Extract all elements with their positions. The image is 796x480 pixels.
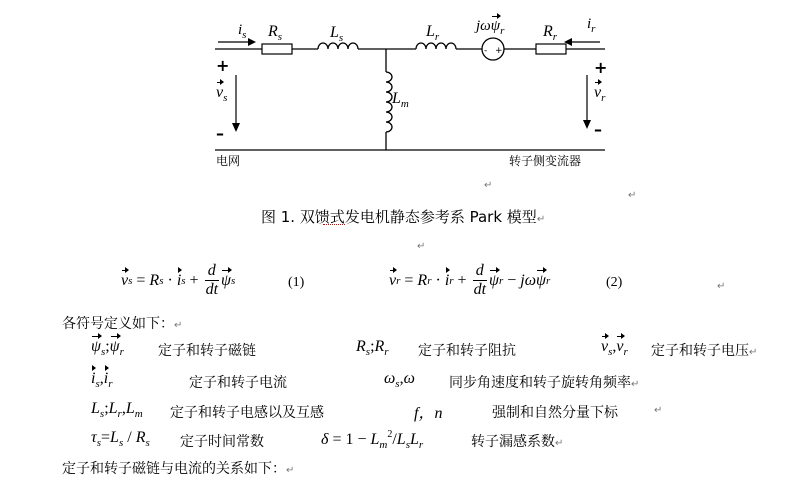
desc-resistance: 定子和转子阻抗: [418, 343, 516, 359]
paragraph-mark: ↵: [484, 180, 493, 191]
resistor-rr: [536, 44, 566, 54]
desc-fn: 强制和自然分量下标: [492, 405, 618, 421]
paragraph-mark: ↵: [417, 241, 426, 252]
desc-voltage: 定子和转子电压↵: [651, 343, 758, 359]
equation-1-number: (1): [288, 275, 305, 290]
desc-inductance: 定子和转子电感以及互感: [170, 405, 324, 421]
desc-delta: 转子漏感系数↵: [471, 434, 564, 450]
label-ls: $L_s$: [330, 24, 344, 44]
definitions-intro: 各符号定义如下：↵: [62, 316, 183, 332]
label-lm: $L_m$: [392, 90, 409, 110]
vr-arrow-head: [583, 120, 591, 129]
symbol-flux: $\psi_s;\psi_r$: [91, 338, 124, 358]
symbol-frequency: $\omega_s,\omega$: [384, 370, 415, 390]
desc-flux: 定子和转子磁链: [158, 343, 256, 359]
plus-right: +: [594, 58, 608, 77]
desc-current: 定子和转子电流: [189, 375, 287, 391]
paragraph-mark: ↵: [717, 281, 726, 292]
label-emf: jωψ$_r$: [476, 18, 505, 37]
source-minus-mark: -: [484, 46, 488, 56]
equation-1: v s = R s · i s + $\frac{d}{dt}$ ψ s: [121, 262, 236, 298]
relation-intro: 定子和转子磁链与电流的关系如下：↵: [62, 461, 295, 477]
symbol-delta: $\delta = 1 - L_m^2/L_sL_r$: [321, 429, 424, 451]
paragraph-mark: ↵: [628, 190, 637, 201]
label-rr: $R_r$: [543, 23, 558, 43]
equation-2-number: (2): [606, 275, 623, 290]
desc-tau: 定子时间常数: [180, 434, 264, 450]
desc-frequency: 同步角速度和转子旋转角频率↵: [449, 375, 640, 391]
equation-2: v r = R r · i r + $\frac{d}{dt}$ ψ r − jω ψ r: [389, 262, 551, 298]
symbol-current: $i_s,i_r$: [91, 370, 113, 390]
symbol-resistance: $R_s;R_r$: [356, 338, 389, 358]
label-converter: 转子侧变流器: [509, 154, 582, 168]
label-lr: $L_r$: [426, 23, 440, 43]
label-grid: 电网: [216, 154, 241, 168]
source-plus-mark: +: [495, 46, 503, 56]
label-vr: $v_r$: [594, 84, 606, 104]
symbol-voltage: $v_s,v_r$: [601, 338, 628, 358]
paragraph-mark: ↵: [654, 405, 663, 416]
figure-caption: 图 1. 双馈式发电机静态参考系 Park 模型↵: [261, 208, 546, 226]
symbol-fn: f，n: [414, 405, 443, 422]
symbol-inductance: $L_s;L_r,L_m$: [91, 400, 143, 420]
caption-squiggle: [323, 224, 345, 225]
label-is: $i_s$: [238, 22, 247, 41]
label-rs: $R_s$: [268, 23, 283, 43]
symbol-tau: $\tau_s=L_s / R_s$: [91, 429, 150, 449]
label-ir: $i_r$: [587, 16, 596, 35]
label-vs: $v_s$: [216, 84, 228, 104]
is-arrow-head: [248, 38, 256, 46]
resistor-rs: [262, 44, 292, 54]
minus-right: –: [594, 120, 602, 139]
minus-left: –: [216, 124, 224, 143]
inductor-lr: [416, 43, 456, 49]
circuit-diagram: [0, 0, 796, 175]
vs-arrow-head: [232, 123, 240, 132]
plus-left: +: [216, 56, 230, 75]
